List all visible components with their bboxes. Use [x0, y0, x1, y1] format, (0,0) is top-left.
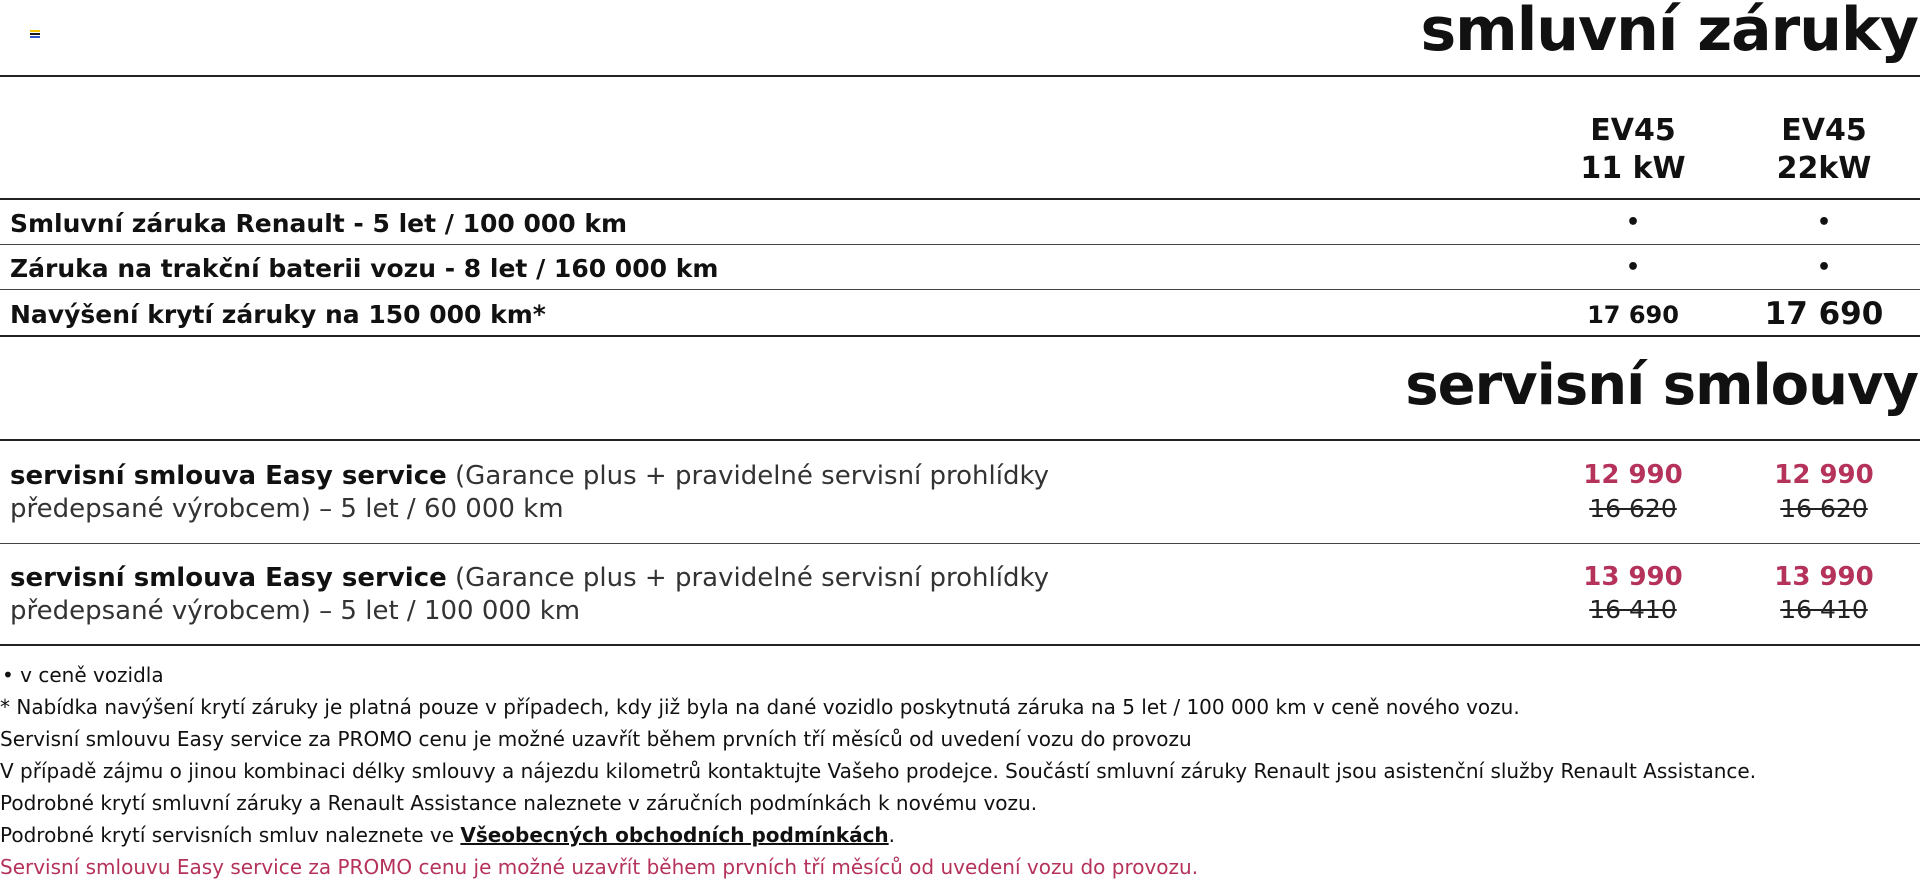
divider	[0, 644, 1920, 646]
divider	[0, 289, 1920, 290]
included-bullet: •	[1816, 210, 1832, 235]
column-header-model: EV45	[1590, 113, 1676, 148]
included-bullet: •	[1625, 210, 1641, 235]
service-row-100000	[10, 562, 1049, 628]
page-title: smluvní záruky	[1420, 0, 1918, 65]
renault-flag-icon	[30, 30, 40, 40]
divider	[0, 543, 1920, 544]
row-label-renault-warranty: Smluvní záruka Renault - 5 let / 100 000 km	[10, 209, 628, 238]
row-label-warranty-extension: Navýšení krytí záruky na 150 000 km*	[10, 300, 546, 329]
promo-price: 12 990	[1583, 460, 1683, 490]
divider	[0, 335, 1920, 337]
note-warranty-coverage: Podrobné krytí smluvní záruky a Renault Assistance naleznete v záručních podmínkách k novému vozu.	[0, 791, 1038, 815]
divider	[0, 75, 1920, 77]
service-desc: (Garance plus + pravidelné servisní prohlídky	[446, 461, 1050, 491]
included-bullet: •	[1816, 255, 1832, 280]
old-price: 16 620	[1780, 494, 1868, 523]
service-desc: předepsané výrobcem) – 5 let / 60 000 km	[10, 494, 564, 524]
service-desc: (Garance plus + pravidelné servisní prohlídky	[446, 563, 1050, 593]
old-price: 16 410	[1589, 595, 1677, 624]
price-warranty-extension: 17 690	[1587, 301, 1679, 329]
row-label-battery-warranty: Záruka na trakční baterii vozu - 8 let / 160 000 km	[10, 254, 719, 283]
divider	[0, 244, 1920, 245]
note-text: .	[888, 823, 896, 847]
price-warranty-extension: 17 690	[1764, 296, 1884, 332]
note-promo-red: Servisní smlouvu Easy service za PROMO cenu je možné uzavřít během prvních tří měsíců od uvedení vozu do provozu.	[0, 855, 1199, 879]
service-desc: předepsané výrobcem) – 5 let / 100 000 km	[10, 596, 581, 626]
included-bullet: •	[1625, 255, 1641, 280]
column-header-ev45-11kw	[1563, 112, 1703, 188]
note-text: Podrobné krytí servisních smluv naleznete ve	[0, 823, 461, 847]
old-price: 16 410	[1780, 595, 1868, 624]
divider	[0, 439, 1920, 441]
column-header-power: 11 kW	[1580, 151, 1686, 186]
divider	[0, 198, 1920, 200]
promo-price: 13 990	[1774, 562, 1874, 592]
column-header-power: 22kW	[1776, 151, 1872, 186]
old-price: 16 620	[1589, 494, 1677, 523]
section-title-service: servisní smlouvy	[1405, 353, 1918, 418]
promo-price: 13 990	[1583, 562, 1683, 592]
terms-link[interactable]: Všeobecných obchodních podmínkách	[460, 823, 889, 847]
note-contact-dealer: V případě zájmu o jinou kombinaci délky smlouvy a nájezdu kilometrů kontaktujte Vašeho prodejce. Součástí smluvní záruky Renault jsou asistenční služby Renault Assistance.	[0, 759, 1757, 783]
service-name: servisní smlouva Easy service	[10, 461, 447, 491]
note-bullet-legend: • v ceně vozidla	[2, 663, 164, 687]
column-header-ev45-22kw	[1754, 112, 1894, 188]
note-promo: Servisní smlouvu Easy service za PROMO cenu je možné uzavřít během prvních tří měsíců od uvedení vozu do provozu	[0, 727, 1192, 751]
service-row-60000	[10, 460, 1049, 526]
promo-price: 12 990	[1774, 460, 1874, 490]
note-asterisk: * Nabídka navýšení krytí záruky je platná pouze v případech, kdy již byla na dané vozidlo poskytnutá záruka na 5 let / 100 000 km v ceně nového vozu.	[0, 695, 1520, 719]
service-name: servisní smlouva Easy service	[10, 563, 447, 593]
column-header-model: EV45	[1781, 113, 1867, 148]
note-service-terms	[0, 823, 895, 847]
